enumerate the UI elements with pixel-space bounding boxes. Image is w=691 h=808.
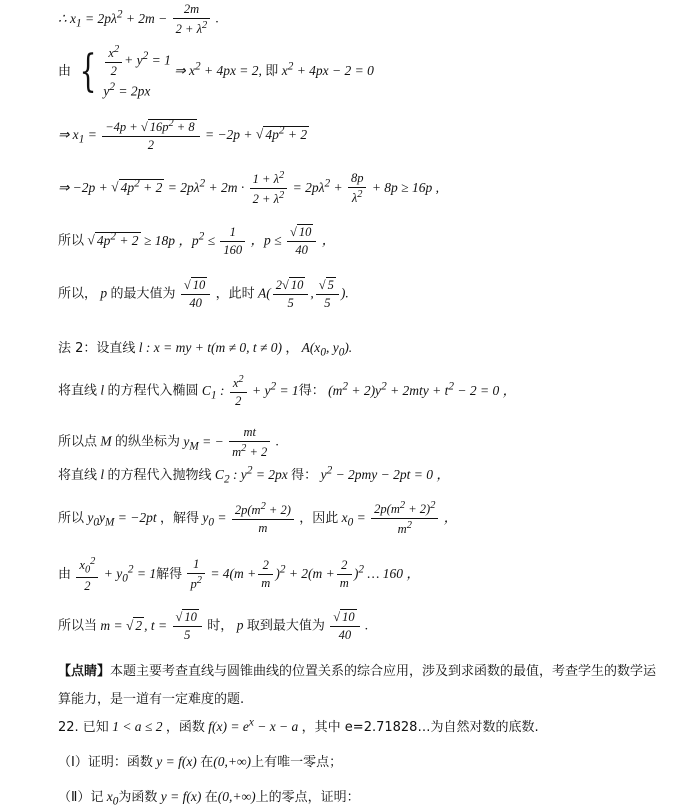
math-line-12: 由 $\frac{x_0^2}{2}$ + $y_0^2 = 1$解得 $\frac{1}{p^2}$ = 4(m + $\frac{2}{m}$ )$^2$ + 2(m + $\frac{2}{m}$ )$^2$ … 160 ， <box>58 556 420 593</box>
math-line-11: 所以 $y_0y_M = -2pt$ ，解得 $y_0$ = $\frac{2p(m^2 + 2)}{m}$ ，因此 $x_0$ = $\frac{2p(m^2 + 2)^2}{m^2}$ ， <box>58 500 458 537</box>
math-line-8: 将直线 l 的方程代入椭圆 $C_1$ : $\frac{x^2}{2}$ + $y^2 = 1$得： $(m^2 + 2)y^2 + 2mty + t^2 - 2 = 0$ ， <box>58 374 517 409</box>
math-line-1: ∴ $x_1 = 2p\lambda^2 + 2m$ − $\frac{2m}{2 + \lambda^2}$ . <box>58 2 219 37</box>
math-line-4: ⇒ −2p + √ $4p^2 + 2 = 2p\lambda^2 + 2m$ · $\frac{1 + \lambda^2}{2 + \lambda^2}$ = $2p\lambda^2$ + $\frac{8p}{\lambda^2}$ + 8p ≥ 16p , <box>58 170 439 207</box>
math-line-7: 法 2：设直线 l : x = my + t(m ≠ 0, t ≠ 0) ， $A(x_0$, $y_0$). <box>58 340 353 359</box>
math-line-3: ⇒ $x_1$ = $\frac{-4p + √ 16p^2 + 8}{2}$ = −2p + √ $4p^2 + 2$ <box>58 118 308 153</box>
math-line-6: 所以， p 的最大值为 $\frac{√ 10}{40}$ ，此时 A( $\frac{2√ 10}{5}$ , $\frac{√ 5}{5}$ ). <box>58 278 349 310</box>
remark-line-2: 算能力，是一道有一定难度的题. <box>58 692 245 707</box>
math-line-5: 所以 √ $4p^2 + 2 \ge 18p$ ，$p^2$ ≤ $\frac{1}{160}$ ，p ≤ $\frac{√ 10}{40}$ ， <box>58 225 336 257</box>
math-line-10: 将直线 l 的方程代入抛物线 $C_2$ : $y^2 = 2px$ 得： $y^2 - 2pmy - 2pt = 0$ ， <box>58 464 450 486</box>
math-line-13: 所以当 m = √ 2 , t = $\frac{√ 10}{5}$ 时， p 取到最大值为 $\frac{√ 10}{40}$ . <box>58 610 369 642</box>
math-line-2: 由 { $\frac{x^2}{2}$ + $y^2 = 1$ $y^2 = 2px$ ⇒ $x^2 + 4px = 2$, 即 $x^2 + 4px - 2 = 0$ <box>58 44 374 99</box>
problem-22-part-1: （Ⅰ）证明：函数 y = f(x) 在(0,+∞)上有唯一零点； <box>58 754 343 770</box>
remark-line-1: 【点睛】本题主要考查直线与圆锥曲线的位置关系的综合应用，涉及到求函数的最值，考查学生的数学运 <box>58 664 657 679</box>
math-line-9: 所以点 M 的纵坐标为 $y_M$ = − $\frac{mt}{m^2 + 2}$ . <box>58 425 280 460</box>
problem-22-part-2: （Ⅱ）记 $x_0$为函数 y = f(x) 在(0,+∞)上的零点，证明： <box>58 789 360 808</box>
problem-22-statement: 22. 已知 1 < a ≤ 2 ，函数 $f(x) = e^x - x - a$ ，其中 e=2.71828…为自然对数的底数. <box>58 716 539 735</box>
